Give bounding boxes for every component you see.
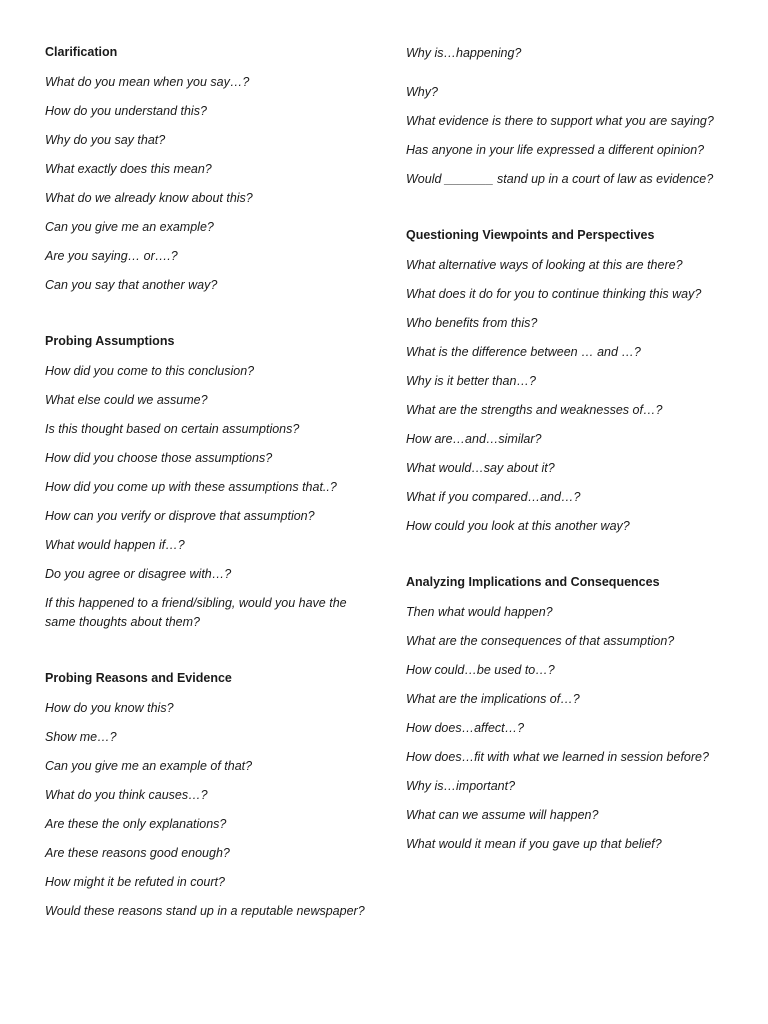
question-item: If this happened to a friend/sibling, would you have the same thoughts about them?: [45, 596, 347, 629]
question-item: What would it mean if you gave up that belief?: [406, 837, 662, 851]
right-column: [406, 44, 736, 864]
question-item: What alternative ways of looking at this are there?: [406, 258, 683, 272]
question-item: Would _______ stand up in a court of law as evidence?: [406, 172, 714, 186]
question-item: What do you think causes…?: [45, 788, 208, 802]
question-item: What does it do for you to continue thinking this way?: [406, 287, 702, 301]
question-item: How do you understand this?: [45, 104, 207, 118]
question-item: Are these the only explanations?: [45, 817, 227, 831]
question-item: How did you come up with these assumptions that..?: [45, 480, 337, 494]
question-item: What can we assume will happen?: [406, 808, 599, 822]
question-item: How do you know this?: [45, 701, 174, 715]
question-item: What do we already know about this?: [45, 191, 253, 205]
question-item: How did you choose those assumptions?: [45, 451, 273, 465]
question-item: Are you saying… or….?: [45, 249, 178, 263]
question-item: What would…say about it?: [406, 461, 555, 475]
question-item: What else could we assume?: [45, 393, 208, 407]
probing-assumptions-section: [45, 333, 365, 632]
clarification-section: [45, 44, 365, 295]
question-item: How does…affect…?: [406, 721, 525, 735]
section-heading: Probing Reasons and Evidence: [45, 671, 232, 685]
section-heading: Questioning Viewpoints and Perspectives: [406, 228, 655, 242]
section-heading: Analyzing Implications and Consequences: [406, 575, 660, 589]
question-item: Do you agree or disagree with…?: [45, 567, 232, 581]
question-item: Why is…happening?: [406, 46, 522, 60]
question-item: How did you come to this conclusion?: [45, 364, 255, 378]
question-item: Then what would happen?: [406, 605, 553, 619]
question-item: Who benefits from this?: [406, 316, 538, 330]
reasons-continued-section: [406, 44, 736, 189]
question-item: What if you compared…and…?: [406, 490, 581, 504]
question-item: What is the difference between … and …?: [406, 345, 641, 359]
question-item: What do you mean when you say…?: [45, 75, 250, 89]
question-item: Can you give me an example?: [45, 220, 214, 234]
section-heading: Clarification: [45, 45, 118, 59]
question-item: How are…and…similar?: [406, 432, 542, 446]
question-item: How might it be refuted in court?: [45, 875, 225, 889]
question-item: What evidence is there to support what you are saying?: [406, 114, 714, 128]
question-item: How can you verify or disprove that assumption?: [45, 509, 315, 523]
question-item: What exactly does this mean?: [45, 162, 212, 176]
viewpoints-section: [406, 227, 736, 536]
question-item: Can you give me an example of that?: [45, 759, 253, 773]
left-column: [45, 44, 365, 931]
question-item: How could…be used to…?: [406, 663, 555, 677]
question-item: Show me…?: [45, 730, 117, 744]
question-item: Why is it better than…?: [406, 374, 536, 388]
question-item: How could you look at this another way?: [406, 519, 630, 533]
implications-section: [406, 574, 736, 854]
section-heading: Probing Assumptions: [45, 334, 175, 348]
question-item: Has anyone in your life expressed a different opinion?: [406, 143, 705, 157]
question-item: Are these reasons good enough?: [45, 846, 230, 860]
question-item: Can you say that another way?: [45, 278, 218, 292]
question-item: What are the strengths and weaknesses of…?: [406, 403, 663, 417]
probing-reasons-section: [45, 670, 365, 921]
question-item: Is this thought based on certain assumptions?: [45, 422, 300, 436]
question-item: What would happen if…?: [45, 538, 185, 552]
question-item: What are the implications of…?: [406, 692, 580, 706]
question-item: How does…fit with what we learned in session before?: [406, 750, 709, 764]
question-item: Would these reasons stand up in a reputable newspaper?: [45, 904, 365, 918]
question-item: Why?: [406, 85, 438, 99]
question-item: Why is…important?: [406, 779, 516, 793]
question-item: What are the consequences of that assumption?: [406, 634, 675, 648]
question-item: Why do you say that?: [45, 133, 166, 147]
